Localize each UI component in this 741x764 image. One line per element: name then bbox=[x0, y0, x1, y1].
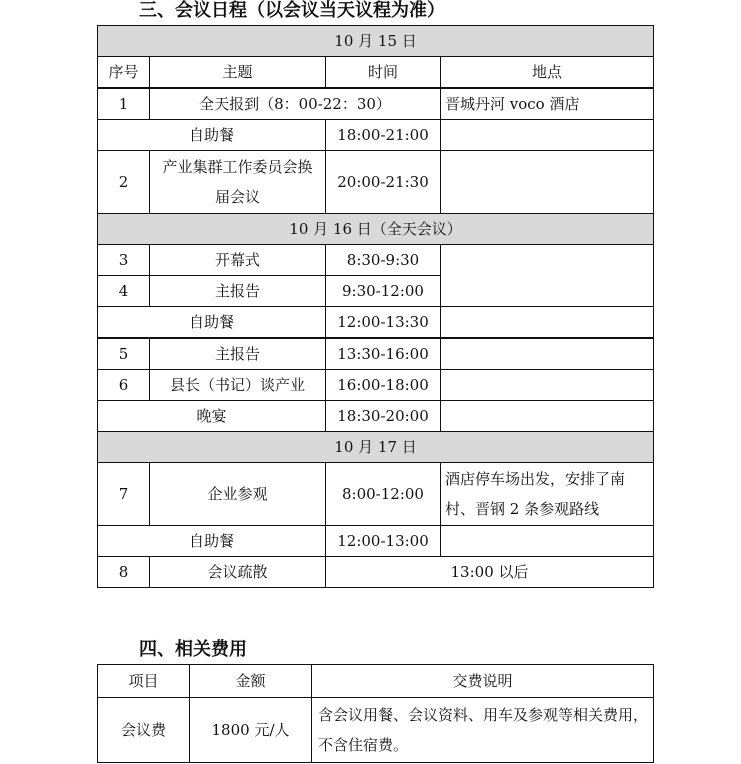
row-time: 8:30-9:30 bbox=[326, 245, 441, 276]
row-time: 18:30-20:00 bbox=[326, 401, 441, 432]
section-4-title: 四、相关费用 bbox=[139, 639, 247, 660]
table-row bbox=[98, 698, 654, 763]
row-time: 13:30-16:00 bbox=[326, 338, 441, 370]
schedule-table bbox=[97, 25, 654, 588]
row-place bbox=[441, 120, 654, 151]
row-time: 8:00-12:00 bbox=[326, 463, 441, 526]
row-topic: 主报告 bbox=[150, 276, 326, 307]
table-row bbox=[98, 307, 654, 339]
row-no: 7 bbox=[98, 463, 150, 526]
row-no: 5 bbox=[98, 338, 150, 370]
row-topic: 自助餐 bbox=[98, 307, 326, 339]
row-topic: 全天报到（8：00-22：30） bbox=[150, 88, 441, 120]
row-topic: 县长（书记）谈产业 bbox=[150, 370, 326, 401]
row-no: 4 bbox=[98, 276, 150, 307]
table-row bbox=[98, 401, 654, 432]
row-place bbox=[441, 245, 654, 307]
column-header-place: 地点 bbox=[441, 57, 654, 89]
row-time: 16:00-18:00 bbox=[326, 370, 441, 401]
row-time: 12:00-13:30 bbox=[326, 307, 441, 339]
row-place bbox=[441, 307, 654, 339]
column-header-topic: 主题 bbox=[150, 57, 326, 89]
fees-header-row bbox=[98, 665, 654, 698]
row-topic: 主报告 bbox=[150, 338, 326, 370]
row-topic: 会议疏散 bbox=[150, 557, 326, 588]
column-header-amount: 金额 bbox=[190, 665, 312, 698]
day-date: 10 月 16 日（全天会议） bbox=[98, 214, 654, 245]
row-time: 18:00-21:00 bbox=[326, 120, 441, 151]
row-time: 12:00-13:00 bbox=[326, 526, 441, 557]
table-row bbox=[98, 338, 654, 370]
row-time: 13:00 以后 bbox=[326, 557, 654, 588]
table-row bbox=[98, 463, 654, 526]
column-header-item: 项目 bbox=[98, 665, 190, 698]
fee-amount: 1800 元/人 bbox=[190, 698, 312, 763]
table-row bbox=[98, 151, 654, 214]
day-header-row bbox=[98, 432, 654, 463]
row-no: 2 bbox=[98, 151, 150, 214]
day-date: 10 月 17 日 bbox=[98, 432, 654, 463]
fees-table bbox=[97, 664, 654, 763]
table-row bbox=[98, 526, 654, 557]
row-place bbox=[441, 151, 654, 214]
row-place: 酒店停车场出发，安排了南村、晋钢 2 条参观路线 bbox=[441, 463, 654, 526]
table-row bbox=[98, 557, 654, 588]
row-time: 9:30-12:00 bbox=[326, 276, 441, 307]
day-header-row bbox=[98, 26, 654, 57]
row-no: 8 bbox=[98, 557, 150, 588]
fee-note: 含会议用餐、会议资料、用车及参观等相关费用，不含住宿费。 bbox=[312, 698, 654, 763]
column-header-row bbox=[98, 57, 654, 89]
row-no: 3 bbox=[98, 245, 150, 276]
row-place bbox=[441, 370, 654, 401]
column-header-time: 时间 bbox=[326, 57, 441, 89]
row-topic: 开幕式 bbox=[150, 245, 326, 276]
table-row bbox=[98, 370, 654, 401]
row-topic: 自助餐 bbox=[98, 120, 326, 151]
fee-item: 会议费 bbox=[98, 698, 190, 763]
row-topic: 晚宴 bbox=[98, 401, 326, 432]
row-topic: 产业集群工作委员会换届会议 bbox=[150, 151, 326, 214]
row-place bbox=[441, 401, 654, 432]
table-row bbox=[98, 245, 654, 276]
row-topic: 企业参观 bbox=[150, 463, 326, 526]
section-3-title: 三、会议日程（以会议当天议程为准） bbox=[139, 0, 445, 21]
day-header-row bbox=[98, 214, 654, 245]
row-topic: 自助餐 bbox=[98, 526, 326, 557]
table-row bbox=[98, 88, 654, 120]
row-place bbox=[441, 338, 654, 370]
table-row bbox=[98, 120, 654, 151]
column-header-note: 交费说明 bbox=[312, 665, 654, 698]
row-no: 6 bbox=[98, 370, 150, 401]
row-place: 晋城丹河 voco 酒店 bbox=[441, 88, 654, 120]
row-time: 20:00-21:30 bbox=[326, 151, 441, 214]
row-place bbox=[441, 526, 654, 557]
column-header-no: 序号 bbox=[98, 57, 150, 89]
row-no: 1 bbox=[98, 88, 150, 120]
day-date: 10 月 15 日 bbox=[98, 26, 654, 57]
